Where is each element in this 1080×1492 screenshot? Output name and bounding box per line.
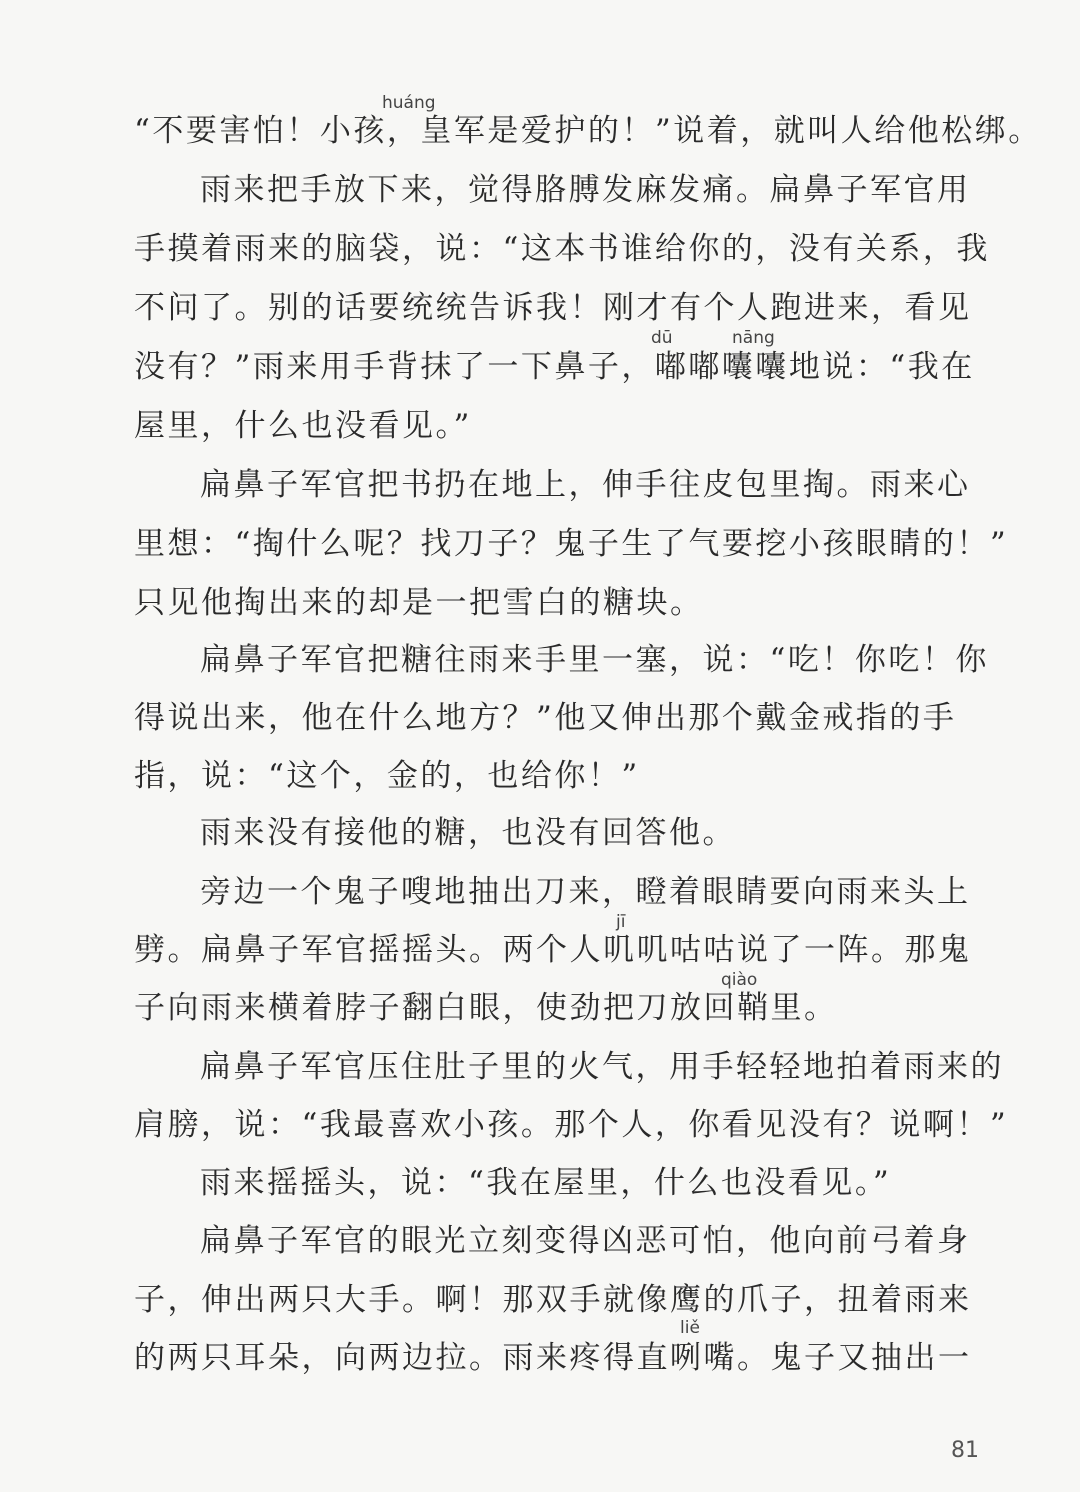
text-line: 的两只耳朵，向两边拉。雨来疼得直咧嘴。鬼子又抽出一 (134, 1340, 972, 1376)
pinyin-lie: liě (680, 1318, 700, 1338)
text-line: 只见他掏出来的却是一把雪白的糖块。 (134, 585, 704, 621)
text-line: 肩膀，说：“我最喜欢小孩。那个人，你看见没有？说啊！” (134, 1107, 1009, 1143)
text-line: 手摸着雨来的脑袋，说：“这本书谁给你的，没有关系，我 (134, 231, 990, 267)
text-line: “不要害怕！小孩，皇军是爱护的！”说着，就叫人给他松绑。 (134, 113, 1042, 149)
text-line: 没有？”雨来用手背抹了一下鼻子，嘟嘟囔囔地说：“我在 (134, 349, 975, 385)
text-line: 屋里，什么也没看见。” (134, 408, 472, 444)
text-line: 指，说：“这个，金的，也给你！” (134, 758, 640, 794)
text-line: 得说出来，他在什么地方？”他又伸出那个戴金戒指的手 (134, 700, 957, 736)
text-line: 雨来摇摇头，说：“我在屋里，什么也没看见。” (200, 1165, 892, 1201)
pinyin-du: dū (651, 328, 673, 348)
pinyin-qiao: qiào (721, 970, 758, 990)
text-line: 劈。扁鼻子军官摇摇头。两个人叽叽咕咕说了一阵。那鬼 (134, 932, 972, 968)
text-line: 子向雨来横着脖子翻白眼，使劲把刀放回鞘里。 (134, 990, 838, 1026)
text-line: 不问了。别的话要统统告诉我！刚才有个人跑进来，看见 (134, 290, 972, 326)
text-line: 扁鼻子军官压住肚子里的火气，用手轻轻地拍着雨来的 (200, 1049, 1004, 1085)
text-line: 雨来把手放下来，觉得胳膊发麻发痛。扁鼻子军官用 (200, 172, 971, 208)
pinyin-ji: jī (616, 912, 626, 932)
page-number: 81 (951, 1438, 979, 1463)
text-line: 里想：“掏什么呢？找刀子？鬼子生了气要挖小孩眼睛的！” (134, 526, 1009, 562)
text-line: 扁鼻子军官的眼光立刻变得凶恶可怕，他向前弓着身 (200, 1223, 971, 1259)
pinyin-nang: nāng (732, 328, 775, 348)
pinyin-huang: huáng (382, 93, 436, 113)
text-line: 旁边一个鬼子嗖地抽出刀来，瞪着眼睛要向雨来头上 (200, 874, 971, 910)
text-line: 雨来没有接他的糖，也没有回答他。 (200, 815, 736, 851)
text-line: 子，伸出两只大手。啊！那双手就像鹰的爪子，扭着雨来 (134, 1282, 972, 1318)
text-line: 扁鼻子军官把书扔在地上，伸手往皮包里掏。雨来心 (200, 467, 971, 503)
text-line: 扁鼻子军官把糖往雨来手里一塞，说：“吃！你吃！你 (200, 642, 989, 678)
